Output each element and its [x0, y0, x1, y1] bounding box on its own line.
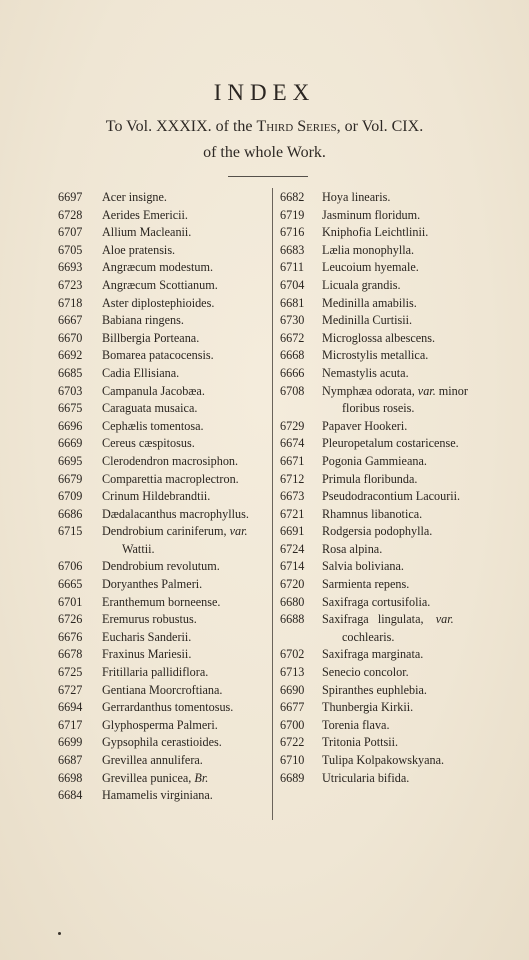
species-name — [102, 383, 270, 401]
species-name-continued: cochlearis. — [342, 629, 395, 644]
species-name-text: Lælia monophylla. — [322, 242, 415, 257]
species-name — [322, 189, 485, 207]
plate-number: 6684 — [58, 788, 83, 803]
species-name-text: Babiana ringens. — [102, 313, 184, 328]
species-name-text: Kniphofia Leichtlinii. — [322, 225, 429, 240]
index-entry — [58, 189, 270, 207]
species-name — [322, 558, 485, 576]
species-name — [102, 295, 270, 313]
index-entry — [58, 242, 270, 260]
species-name-text: Dædalacanthus macrophyllus. — [102, 506, 249, 521]
species-name-text: Tritonia Pottsii. — [322, 735, 399, 750]
index-entry — [58, 471, 270, 489]
index-entry-continuation — [58, 541, 270, 559]
plate-number: 6718 — [58, 295, 83, 310]
species-name-text: Cereus cæspitosus. — [102, 436, 195, 451]
species-name — [322, 277, 485, 295]
species-name-text: Saxifraga marginata. — [322, 647, 424, 662]
plate-number: 6701 — [58, 594, 83, 609]
plate-number: 6693 — [58, 260, 83, 275]
species-name — [322, 207, 485, 225]
species-name-text: Eremurus robustus. — [102, 612, 197, 627]
index-entry — [280, 506, 485, 524]
species-name-text: Saxifraga cortusifolia. — [322, 594, 431, 609]
species-name-suffix: minor — [435, 383, 468, 398]
plate-number-blank — [280, 629, 322, 647]
species-name-text: Aloe pratensis. — [102, 242, 176, 257]
index-entry — [280, 224, 485, 242]
index-entry — [58, 488, 270, 506]
species-name — [102, 488, 270, 506]
plate-number-blank — [58, 541, 102, 559]
volume-subtitle — [0, 118, 529, 136]
species-name-text: Clerodendron macrosiphon. — [102, 453, 239, 468]
species-name-text: Microstylis metallica. — [322, 348, 429, 363]
plate-number: 6697 — [58, 190, 83, 204]
plate-number: 6683 — [280, 242, 305, 257]
plate-number: 6682 — [280, 190, 305, 204]
index-entry — [58, 646, 270, 664]
plate-number: 6707 — [58, 225, 83, 240]
index-column-right — [280, 189, 485, 787]
index-entry — [280, 259, 485, 277]
species-name — [322, 611, 485, 629]
plate-number: 6676 — [58, 629, 83, 644]
index-entry — [58, 664, 270, 682]
species-name — [102, 629, 270, 647]
species-name — [322, 453, 485, 471]
species-name-text: Pseudodracontium Lacourii. — [322, 489, 461, 504]
species-name-text: Gentiana Moorcroftiana. — [102, 682, 223, 697]
species-name-text: Doryanthes Palmeri. — [102, 577, 203, 592]
index-entry — [58, 383, 270, 401]
index-entry — [280, 541, 485, 559]
plate-number: 6689 — [280, 770, 305, 785]
index-entry — [280, 295, 485, 313]
index-entry — [58, 770, 270, 788]
index-entry — [58, 594, 270, 612]
index-entry — [280, 752, 485, 770]
index-entry — [280, 699, 485, 717]
species-name — [102, 365, 270, 383]
species-name — [102, 506, 270, 524]
index-entry — [58, 682, 270, 700]
species-name — [322, 664, 485, 682]
plate-number: 6680 — [280, 594, 305, 609]
species-name-text: Caraguata musaica. — [102, 401, 198, 416]
species-name-text: Medinilla Curtisii. — [322, 313, 413, 328]
index-entry — [58, 277, 270, 295]
title-rule — [228, 176, 308, 177]
index-entry — [58, 418, 270, 436]
species-name-text: Rosa alpina. — [322, 541, 383, 556]
species-name — [102, 242, 270, 260]
plate-number: 6688 — [280, 612, 305, 627]
index-entry — [280, 558, 485, 576]
plate-number: 6712 — [280, 471, 305, 486]
index-entry — [280, 488, 485, 506]
species-name — [322, 365, 485, 383]
index-entry — [280, 717, 485, 735]
plate-number: 6708 — [280, 383, 305, 398]
plate-number: 6700 — [280, 717, 305, 732]
index-entry — [280, 594, 485, 612]
species-name — [322, 224, 485, 242]
species-name — [102, 734, 270, 752]
species-name — [102, 312, 270, 330]
index-entry — [58, 734, 270, 752]
species-name — [322, 330, 485, 348]
species-name — [322, 471, 485, 489]
species-name-text: Eucharis Sanderii. — [102, 629, 192, 644]
species-name-text: Papaver Hookeri. — [322, 418, 408, 433]
species-name — [322, 488, 485, 506]
print-speck — [58, 932, 61, 935]
plate-number: 6678 — [58, 647, 83, 662]
species-name — [322, 347, 485, 365]
species-name-text: Rodgersia podophylla. — [322, 524, 433, 539]
species-name-continued: floribus roseis. — [342, 401, 415, 416]
plate-number: 6668 — [280, 348, 305, 363]
plate-number: 6695 — [58, 453, 83, 468]
species-name-text: Acer insigne. — [102, 190, 167, 204]
index-entry — [58, 365, 270, 383]
index-entry — [280, 471, 485, 489]
plate-number: 6704 — [280, 277, 305, 292]
plate-number: 6717 — [58, 717, 83, 732]
species-name-text: Dendrobium revolutum. — [102, 559, 220, 574]
species-name-text: Aster diplostephioides. — [102, 295, 215, 310]
plate-number: 6710 — [280, 753, 305, 767]
species-name — [102, 471, 270, 489]
species-name — [102, 453, 270, 471]
species-name-text: Campanula Jacobæa. — [102, 383, 205, 398]
species-name — [322, 682, 485, 700]
species-name — [102, 207, 270, 225]
index-entry-continuation — [280, 629, 485, 647]
plate-number: 6669 — [58, 436, 83, 451]
index-entry — [58, 312, 270, 330]
plate-number: 6703 — [58, 383, 83, 398]
index-entry — [280, 523, 485, 541]
index-entry — [280, 347, 485, 365]
index-entry — [280, 383, 485, 401]
species-name — [102, 558, 270, 576]
plate-number: 6675 — [58, 401, 83, 416]
plate-number: 6726 — [58, 612, 83, 627]
plate-number: 6691 — [280, 524, 305, 539]
index-entry — [280, 770, 485, 788]
index-entry — [58, 576, 270, 594]
plate-number: 6702 — [280, 647, 305, 662]
plate-number: 6715 — [58, 524, 83, 539]
index-entry — [280, 576, 485, 594]
species-name-text: Fritillaria pallidiflora. — [102, 665, 209, 680]
index-entry — [280, 312, 485, 330]
species-name — [322, 312, 485, 330]
species-name-text: Grevillea punicea, — [102, 770, 192, 785]
species-name — [322, 523, 485, 541]
species-name-text: Billbergia Porteana. — [102, 330, 200, 345]
volume-subtitle-2: of the whole Work. — [203, 144, 326, 161]
species-name-italic: var. — [417, 383, 436, 398]
species-name-text: Sarmienta repens. — [322, 577, 410, 592]
plate-number: 6716 — [280, 225, 305, 240]
species-name-text: Dendrobium cariniferum, — [102, 524, 227, 539]
species-name-text: Medinilla amabilis. — [322, 295, 417, 310]
species-name-text: Leucoium hyemale. — [322, 260, 419, 275]
species-name-text: Licuala grandis. — [322, 277, 401, 292]
index-entry — [280, 682, 485, 700]
plate-number: 6690 — [280, 682, 305, 697]
species-name — [102, 752, 270, 770]
species-name — [322, 435, 485, 453]
species-name-text: Nemastylis acuta. — [322, 365, 409, 380]
plate-number-blank — [280, 400, 322, 418]
subtitle-series: Third Series — [256, 118, 337, 135]
species-name — [102, 330, 270, 348]
index-column-left — [58, 189, 270, 805]
subtitle-end: , or Vol. CIX. — [336, 118, 424, 135]
species-name — [102, 576, 270, 594]
plate-number: 6709 — [58, 489, 83, 504]
species-name — [322, 418, 485, 436]
species-name-italic: Br. — [194, 770, 209, 785]
plate-number: 6722 — [280, 735, 305, 750]
index-entry — [58, 752, 270, 770]
index-entry — [58, 435, 270, 453]
species-name-text: Crinum Hildebrandtii. — [102, 489, 211, 504]
species-name-text: Senecio concolor. — [322, 665, 409, 680]
species-name — [102, 787, 270, 805]
species-name — [322, 770, 485, 788]
species-name-text: Utricularia bifida. — [322, 770, 410, 785]
species-name-text: Jasminum floridum. — [322, 207, 421, 222]
species-name — [322, 295, 485, 313]
species-name-text: Spiranthes euphlebia. — [322, 682, 427, 697]
species-name — [102, 646, 270, 664]
index-entry — [280, 664, 485, 682]
plate-number: 6729 — [280, 418, 305, 433]
index-entry — [280, 189, 485, 207]
species-name-text: Hamamelis virginiana. — [102, 788, 213, 803]
species-name-text: Tulipa Kolpakowskyana. — [322, 753, 445, 767]
species-name-text: Pogonia Gammieana. — [322, 453, 427, 468]
species-name-text: Glyphosperma Palmeri. — [102, 717, 218, 732]
plate-number: 6705 — [58, 242, 83, 257]
species-name-text: Salvia boliviana. — [322, 559, 404, 574]
species-name — [102, 347, 270, 365]
species-name-text: Primula floribunda. — [322, 471, 418, 486]
species-name-text: Hoya linearis. — [322, 190, 391, 204]
plate-number: 6665 — [58, 577, 83, 592]
species-name-text: Thunbergia Kirkii. — [322, 700, 414, 715]
plate-number: 6728 — [58, 207, 83, 222]
species-name — [102, 664, 270, 682]
index-entry — [58, 295, 270, 313]
species-name-italic: var. — [435, 612, 454, 627]
species-name-text: Pleuropetalum costaricense. — [322, 436, 459, 451]
index-entry — [280, 646, 485, 664]
index-entry — [280, 611, 485, 629]
plate-number: 6679 — [58, 471, 83, 486]
plate-number: 6706 — [58, 559, 83, 574]
species-name-text: Angræcum modestum. — [102, 260, 214, 275]
index-entry-continuation — [280, 400, 485, 418]
species-name — [322, 383, 485, 401]
plate-number: 6714 — [280, 559, 305, 574]
species-name-continued: Wattii. — [122, 541, 155, 556]
index-entry — [280, 330, 485, 348]
plate-number: 6725 — [58, 665, 83, 680]
plate-number: 6719 — [280, 207, 305, 222]
species-name-text: Gerrardanthus tomentosus. — [102, 700, 234, 715]
species-name-text: Comparettia macroplectron. — [102, 471, 239, 486]
plate-number: 6696 — [58, 418, 83, 433]
plate-number: 6686 — [58, 506, 83, 521]
species-name — [322, 646, 485, 664]
plate-number: 6692 — [58, 348, 83, 363]
species-name — [322, 506, 485, 524]
species-name — [322, 717, 485, 735]
species-name — [102, 224, 270, 242]
species-name — [102, 611, 270, 629]
index-entry — [280, 734, 485, 752]
species-name — [102, 717, 270, 735]
species-name — [322, 752, 485, 770]
plate-number: 6677 — [280, 700, 305, 715]
plate-number: 6727 — [58, 682, 83, 697]
species-name — [322, 576, 485, 594]
species-name-italic: var. — [229, 524, 248, 539]
species-name — [322, 242, 485, 260]
plate-number: 6681 — [280, 295, 305, 310]
species-name-text: Fraxinus Mariesii. — [102, 647, 192, 662]
index-entry — [58, 259, 270, 277]
index-entry — [58, 558, 270, 576]
plate-number: 6698 — [58, 770, 83, 785]
species-name — [102, 189, 270, 207]
index-entry — [280, 453, 485, 471]
plate-number: 6699 — [58, 735, 83, 750]
species-name-text: Aerides Emericii. — [102, 207, 188, 222]
index-entry — [58, 207, 270, 225]
plate-number: 6671 — [280, 453, 305, 468]
index-entry — [280, 418, 485, 436]
index-entry — [58, 699, 270, 717]
species-name-text: Torenia flava. — [322, 717, 390, 732]
species-name-text: Cadia Ellisiana. — [102, 365, 180, 380]
species-name-text: Grevillea annulifera. — [102, 753, 203, 767]
index-entry — [58, 330, 270, 348]
plate-number: 6711 — [280, 260, 304, 275]
plate-number: 6687 — [58, 753, 83, 767]
species-name — [322, 541, 485, 559]
plate-number: 6674 — [280, 436, 305, 451]
index-entry — [58, 717, 270, 735]
index-entry — [58, 453, 270, 471]
species-name — [322, 259, 485, 277]
species-name-text: Saxifraga lingulata, — [322, 612, 433, 627]
species-name — [102, 418, 270, 436]
species-name — [102, 400, 270, 418]
index-entry — [280, 435, 485, 453]
index-entry — [58, 224, 270, 242]
plate-number: 6720 — [280, 577, 305, 592]
species-name-text: Eranthemum borneense. — [102, 594, 221, 609]
plate-number: 6685 — [58, 365, 83, 380]
species-name-text: Rhamnus libanotica. — [322, 506, 423, 521]
page-title: INDEX — [213, 80, 316, 105]
plate-number: 6723 — [58, 277, 83, 292]
plate-number: 6730 — [280, 313, 305, 328]
index-entry — [58, 347, 270, 365]
index-entry — [58, 523, 270, 541]
plate-number: 6667 — [58, 313, 83, 328]
species-name — [322, 594, 485, 612]
plate-number: 6694 — [58, 700, 83, 715]
plate-number: 6673 — [280, 489, 305, 504]
species-name — [322, 734, 485, 752]
species-name — [102, 523, 270, 541]
index-entry — [58, 506, 270, 524]
plate-number: 6713 — [280, 665, 305, 680]
index-entry — [280, 277, 485, 295]
index-entry — [280, 242, 485, 260]
plate-number: 6666 — [280, 365, 305, 380]
index-entry — [58, 611, 270, 629]
index-entry — [58, 787, 270, 805]
species-name-text: Cephælis tomentosa. — [102, 418, 204, 433]
column-divider — [272, 188, 273, 820]
species-name-text: Bomarea patacocensis. — [102, 348, 214, 363]
species-name — [102, 699, 270, 717]
index-entry — [58, 400, 270, 418]
species-name-text: Nymphæa odorata, — [322, 383, 415, 398]
index-entry — [280, 365, 485, 383]
species-name — [102, 682, 270, 700]
plate-number: 6670 — [58, 330, 83, 345]
plate-number: 6721 — [280, 506, 305, 521]
species-name-text: Microglossa albescens. — [322, 330, 436, 345]
species-name — [322, 699, 485, 717]
species-name-text: Gypsophila cerastioides. — [102, 735, 222, 750]
species-name — [102, 435, 270, 453]
species-name — [102, 259, 270, 277]
species-name-text: Angræcum Scottianum. — [102, 277, 218, 292]
index-entry — [280, 207, 485, 225]
species-name — [102, 770, 270, 788]
subtitle-start: To Vol. XXXIX. of the — [105, 118, 257, 135]
index-entry — [58, 629, 270, 647]
plate-number: 6672 — [280, 330, 305, 345]
plate-number: 6724 — [280, 541, 305, 556]
species-name — [102, 594, 270, 612]
species-name-text: Allium Macleanii. — [102, 225, 192, 240]
species-name — [102, 277, 270, 295]
